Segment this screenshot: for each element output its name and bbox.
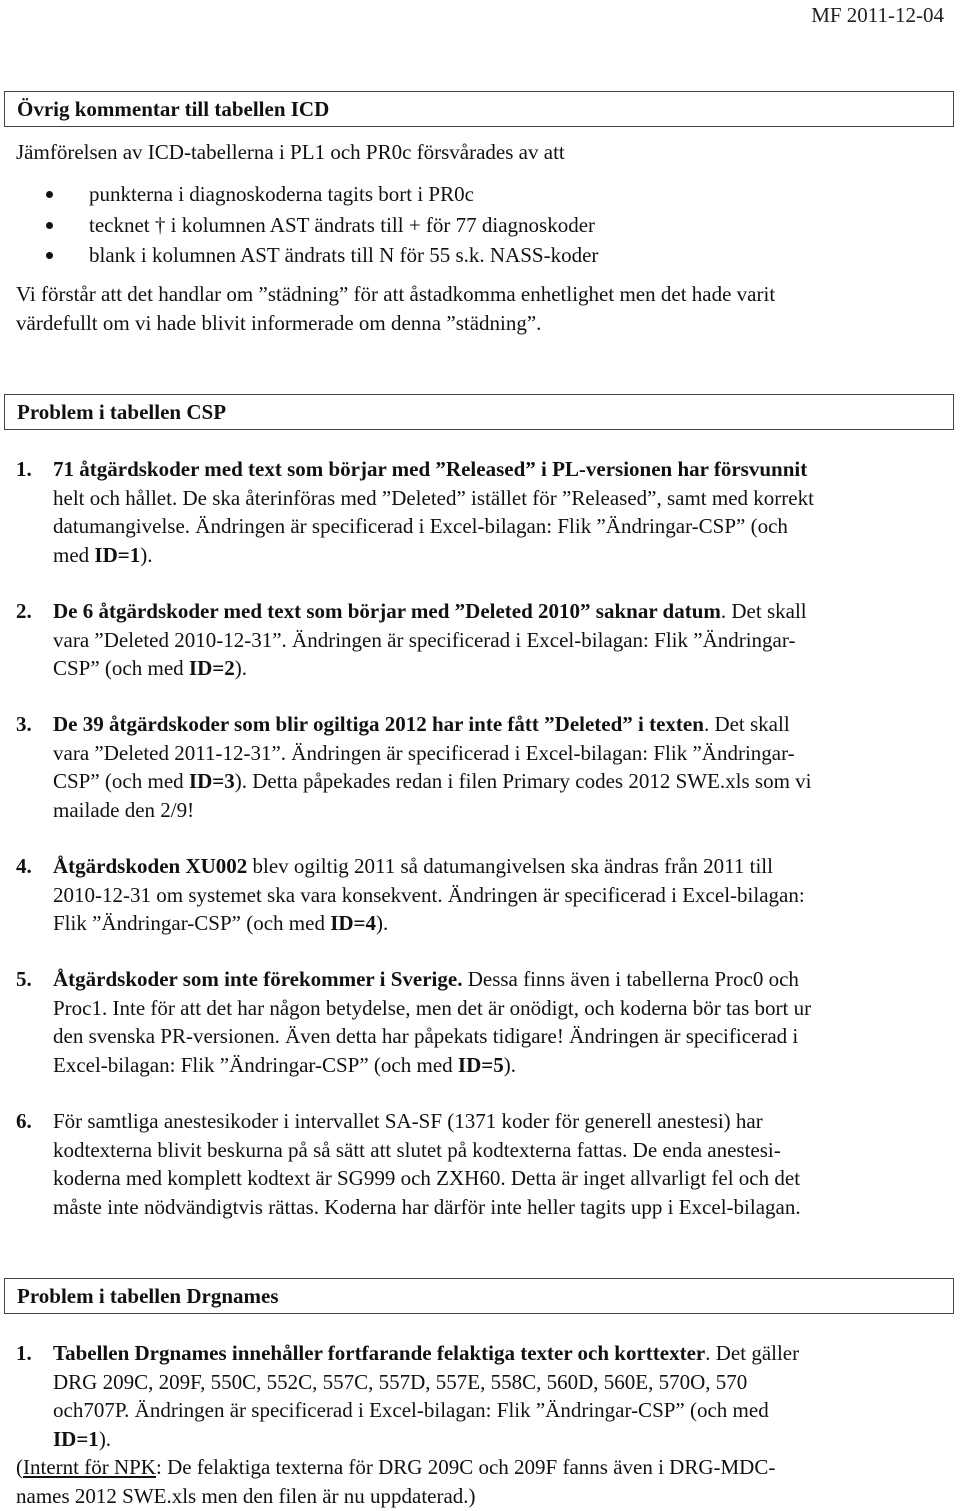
item-line: Proc1. Inte för att det har någon betydelse, men det är onödigt, och koderna bör tas bort ur	[53, 995, 812, 1020]
section-heading-icd: Övrig kommentar till tabellen ICD	[4, 91, 954, 127]
bullet-item: blank i kolumnen AST ändrats till N för 55 s.k. NASS-koder	[16, 240, 942, 271]
item-number: 6.	[16, 1109, 32, 1133]
item-title: Åtgärdskoden XU002	[53, 854, 248, 878]
item-line: vara ”Deleted 2010-12-31”. Ändringen är specificerad i Excel-bilagan: Flik ”Ändringar-	[53, 627, 796, 652]
drg-item-1: 1. Tabellen Drgnames innehåller fortfarande felaktiga texter och korttexter. Det gäller DRG 209C, 209F, 550C, 552C, 557C, 557D, 557E, 558C, 560D, 560E, 570O, 570 och707P. Ändringen är specificerad i Excel-bilagan: Flik ”Ändringar-CSP” (och med ID=1).	[16, 1339, 944, 1453]
section-heading-csp: Problem i tabellen CSP	[4, 394, 954, 430]
icd-intro	[16, 138, 942, 167]
item-line: och707P. Ändringen är specificerad i Excel-bilagan: Flik ”Ändringar-CSP” (och med	[53, 1398, 769, 1422]
id-ref: ID=1	[53, 1426, 99, 1451]
bullet-dot-icon	[46, 191, 53, 198]
id-ref: ID=5	[457, 1052, 504, 1077]
id-ref: ID=3	[188, 769, 235, 793]
item-line: den svenska PR-versionen. Även detta har påpekats tidigare! Ändringen är specificerad i	[53, 1024, 799, 1048]
item-line: 2010-12-31 om systemet ska vara konsekvent. Ändringen är specificerad i Excel-bilagan:	[53, 882, 805, 907]
item-line: koderna med komplett kodtext är SG999 och ZXH60. Detta är inget allvarligt fel och det	[53, 1166, 801, 1190]
item-title: De 6 åtgärdskoder med text som börjar med ”Deleted 2010” saknar datum	[53, 599, 721, 623]
item-line: kodtexterna blivit beskurna på så sätt att slutet på kodtexterna fattas. De enda anestesi-	[53, 1137, 781, 1162]
bullet-dot-icon	[46, 252, 53, 259]
item-line: datumangivelse. Ändringen är specificerad i Excel-bilagan: Flik ”Ändringar-CSP” (och	[53, 514, 788, 538]
internal-npk-link[interactable]: Internt för NPK	[23, 1455, 156, 1479]
csp-item-3: 3. De 39 åtgärdskoder som blir ogiltiga 2012 har inte fått ”Deleted” i texten. Det skall vara ”Deleted 2011-12-31”. Ändringen är specificerad i Excel-bilagan: Flik ”Ändringar- CSP” (och med ID=3). Detta påpekades redan i filen Primary codes 2012 SWE.xls som vi mailade den 2/9!	[16, 710, 944, 824]
icd-note-line: Vi förstår att det handlar om ”städning” för att åstadkomma enhetlighet men det hade varit	[16, 282, 776, 306]
csp-item-6	[16, 1107, 944, 1221]
bullet-item: tecknet † i kolumnen AST ändrats till + för 77 diagnoskoder	[16, 210, 942, 241]
icd-note	[16, 280, 942, 337]
id-ref: ID=2	[188, 656, 235, 680]
item-title: Åtgärdskoder som inte förekommer i Sverige.	[53, 967, 463, 991]
icd-intro-text: Jämförelsen av ICD-tabellerna i PL1 och PR0c försvårades av att	[16, 140, 565, 164]
item-line: För samtliga anestesikoder i intervallet SA-SF (1371 koder för generell anestesi) har	[53, 1109, 763, 1133]
icd-bullet-list	[16, 179, 942, 271]
section-heading-drgnames: Problem i tabellen Drgnames	[4, 1278, 954, 1314]
csp-item-5: 5. Åtgärdskoder som inte förekommer i Sverige. Dessa finns även i tabellerna Proc0 och Proc1. Inte för att det har någon betydelse, men det är onödigt, och koderna bör tas bort ur den svenska PR-versionen. Även detta har påpekats tidigare! Ändringen är specificerad i Excel-bilagan: Flik ”Ändringar-CSP” (och med ID=5).	[16, 965, 944, 1079]
item-number: 4.	[16, 854, 32, 878]
id-ref: ID=1	[94, 542, 141, 567]
csp-item-1: 1. 71 åtgärdskoder med text som börjar med ”Released” i PL-versionen har försvunnit helt och hållet. De ska återinföras med ”Deleted” istället för ”Released”, samt med korrekt datumangivelse. Ändringen är specificerad i Excel-bilagan: Flik ”Ändringar-CSP” (och med ID=1).	[16, 455, 944, 569]
item-number: 1.	[16, 1341, 32, 1365]
item-line: måste inte nödvändigtvis rättas. Koderna har därför inte heller tagits upp i Excel-bilagan.	[53, 1194, 801, 1219]
drg-internal-note: (Internt för NPK: De felaktiga texterna för DRG 209C och 209F fanns även i DRG-MDC- names 2012 SWE.xls men den filen är nu uppdaterad.)	[16, 1453, 942, 1510]
bullet-item: punkterna i diagnoskoderna tagits bort i PR0c	[16, 179, 942, 210]
note-line: names 2012 SWE.xls men den filen är nu uppdaterad.)	[16, 1483, 476, 1508]
item-line: mailade den 2/9!	[53, 797, 195, 822]
item-title: De 39 åtgärdskoder som blir ogiltiga 2012 har inte fått ”Deleted” i texten	[53, 712, 704, 736]
item-line: vara ”Deleted 2011-12-31”. Ändringen är specificerad i Excel-bilagan: Flik ”Ändringar-	[53, 740, 795, 765]
csp-item-4: 4. Åtgärdskoden XU002 blev ogiltig 2011 så datumangivelsen ska ändras från 2011 till 2010-12-31 om systemet ska vara konsekvent. Ändringen är specificerad i Excel-bilagan: Flik ”Ändringar-CSP” (och med ID=4).	[16, 852, 944, 938]
bullet-dot-icon	[46, 222, 53, 229]
icd-note-line: värdefullt om vi hade blivit informerade om denna ”städning”.	[16, 310, 542, 335]
item-number: 3.	[16, 712, 32, 736]
document-date: MF 2011-12-04	[811, 3, 944, 27]
item-title: Tabellen Drgnames innehåller fortfarande felaktiga texter och korttexter	[53, 1341, 706, 1365]
item-number: 5.	[16, 967, 32, 991]
item-number: 2.	[16, 599, 32, 623]
item-title: 71 åtgärdskoder med text som börjar med ”Released” i PL-versionen har försvunnit	[53, 457, 808, 481]
id-ref: ID=4	[330, 911, 377, 935]
item-number: 1.	[16, 457, 32, 481]
csp-item-2: 2. De 6 åtgärdskoder med text som börjar med ”Deleted 2010” saknar datum. Det skall vara ”Deleted 2010-12-31”. Ändringen är specificerad i Excel-bilagan: Flik ”Ändringar- CSP” (och med ID=2).	[16, 597, 944, 683]
item-line: DRG 209C, 209F, 550C, 552C, 557C, 557D, 557E, 558C, 560D, 560E, 570O, 570	[53, 1369, 748, 1394]
item-line: helt och hållet. De ska återinföras med ”Deleted” istället för ”Released”, samt med korrekt	[53, 485, 814, 510]
